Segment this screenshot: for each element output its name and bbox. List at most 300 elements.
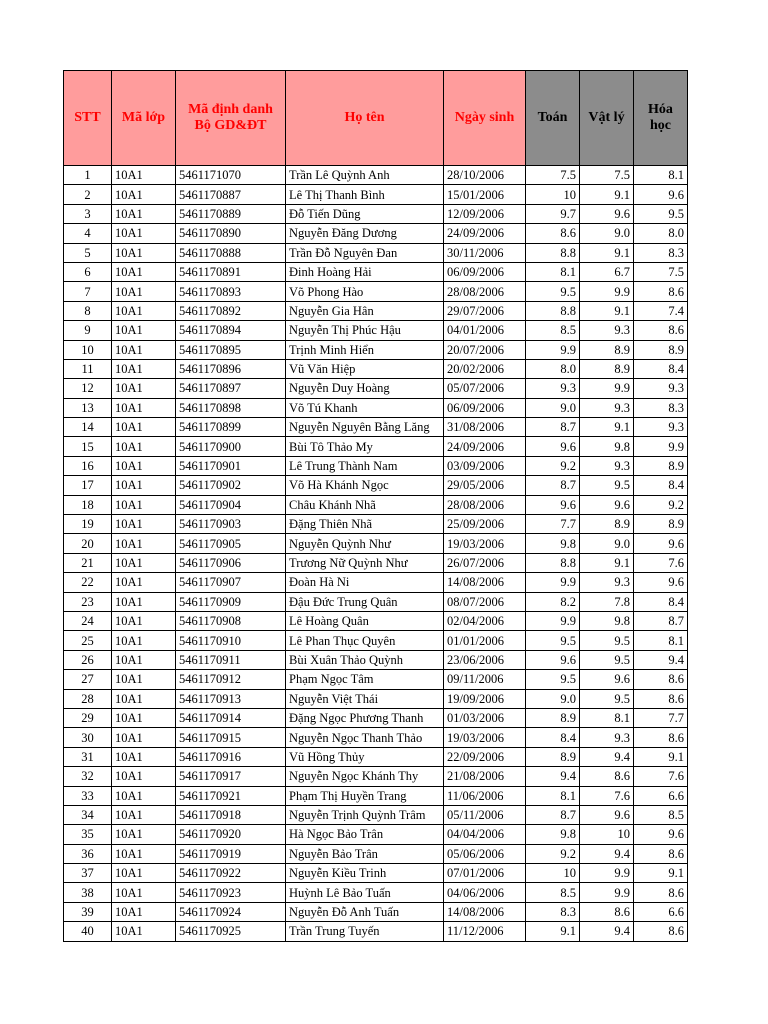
cell-stt: 6 [64, 262, 112, 281]
cell-physics: 9.5 [580, 650, 634, 669]
cell-birth-date: 28/08/2006 [444, 282, 526, 301]
cell-math: 8.7 [526, 476, 580, 495]
table-row [64, 359, 688, 378]
cell-class-code: 10A1 [112, 864, 176, 883]
cell-chemistry: 6.6 [634, 786, 688, 805]
cell-stt: 38 [64, 883, 112, 902]
cell-math: 10 [526, 185, 580, 204]
cell-chemistry: 7.5 [634, 262, 688, 281]
cell-math: 9.8 [526, 534, 580, 553]
cell-physics: 8.9 [580, 359, 634, 378]
cell-stt: 4 [64, 224, 112, 243]
header-math: Toán [526, 71, 580, 166]
cell-chemistry: 8.6 [634, 321, 688, 340]
cell-physics: 9.8 [580, 611, 634, 630]
cell-student-id: 5461170905 [176, 534, 286, 553]
cell-birth-date: 04/06/2006 [444, 883, 526, 902]
cell-birth-date: 05/07/2006 [444, 379, 526, 398]
cell-student-id: 5461170901 [176, 456, 286, 475]
cell-math: 9.1 [526, 922, 580, 941]
cell-birth-date: 28/08/2006 [444, 495, 526, 514]
cell-chemistry: 8.1 [634, 631, 688, 650]
cell-physics: 8.9 [580, 515, 634, 534]
table-row [64, 204, 688, 223]
cell-class-code: 10A1 [112, 437, 176, 456]
cell-class-code: 10A1 [112, 282, 176, 301]
cell-chemistry: 7.6 [634, 553, 688, 572]
table-row [64, 747, 688, 766]
cell-physics: 9.5 [580, 476, 634, 495]
table-row [64, 650, 688, 669]
cell-stt: 29 [64, 708, 112, 727]
cell-stt: 28 [64, 689, 112, 708]
cell-class-code: 10A1 [112, 340, 176, 359]
cell-stt: 2 [64, 185, 112, 204]
table-row [64, 844, 688, 863]
cell-physics: 9.3 [580, 573, 634, 592]
cell-class-code: 10A1 [112, 631, 176, 650]
cell-physics: 9.6 [580, 204, 634, 223]
cell-birth-date: 19/03/2006 [444, 728, 526, 747]
cell-math: 9.9 [526, 340, 580, 359]
cell-stt: 31 [64, 747, 112, 766]
cell-chemistry: 8.3 [634, 243, 688, 262]
cell-class-code: 10A1 [112, 321, 176, 340]
cell-full-name: Bùi Xuân Thảo Quỳnh [286, 650, 444, 669]
header-chemistry: Hóa học [634, 71, 688, 166]
cell-stt: 39 [64, 902, 112, 921]
cell-student-id: 5461170904 [176, 495, 286, 514]
cell-stt: 5 [64, 243, 112, 262]
cell-birth-date: 11/12/2006 [444, 922, 526, 941]
cell-full-name: Phạm Ngọc Tâm [286, 670, 444, 689]
cell-math: 9.7 [526, 204, 580, 223]
cell-birth-date: 04/04/2006 [444, 825, 526, 844]
cell-student-id: 5461170921 [176, 786, 286, 805]
cell-stt: 16 [64, 456, 112, 475]
cell-physics: 9.8 [580, 437, 634, 456]
cell-math: 9.0 [526, 689, 580, 708]
cell-student-id: 5461170889 [176, 204, 286, 223]
cell-math: 8.0 [526, 359, 580, 378]
cell-birth-date: 14/08/2006 [444, 902, 526, 921]
table-row [64, 689, 688, 708]
cell-full-name: Lê Hoàng Quân [286, 611, 444, 630]
cell-full-name: Nguyễn Ngọc Thanh Thảo [286, 728, 444, 747]
cell-student-id: 5461170890 [176, 224, 286, 243]
table-row [64, 922, 688, 941]
table-row [64, 398, 688, 417]
cell-birth-date: 09/11/2006 [444, 670, 526, 689]
cell-physics: 9.4 [580, 747, 634, 766]
cell-birth-date: 12/09/2006 [444, 204, 526, 223]
cell-birth-date: 02/04/2006 [444, 611, 526, 630]
cell-student-id: 5461170923 [176, 883, 286, 902]
cell-class-code: 10A1 [112, 262, 176, 281]
cell-class-code: 10A1 [112, 456, 176, 475]
cell-full-name: Đỗ Tiến Dũng [286, 204, 444, 223]
table-row [64, 902, 688, 921]
cell-full-name: Vũ Hồng Thủy [286, 747, 444, 766]
cell-math: 9.5 [526, 282, 580, 301]
cell-birth-date: 19/03/2006 [444, 534, 526, 553]
cell-full-name: Nguyễn Trịnh Quỳnh Trâm [286, 805, 444, 824]
cell-stt: 35 [64, 825, 112, 844]
cell-birth-date: 03/09/2006 [444, 456, 526, 475]
cell-student-id: 5461170910 [176, 631, 286, 650]
cell-birth-date: 26/07/2006 [444, 553, 526, 572]
cell-student-id: 5461170909 [176, 592, 286, 611]
cell-chemistry: 8.4 [634, 359, 688, 378]
cell-math: 8.5 [526, 321, 580, 340]
cell-chemistry: 8.6 [634, 883, 688, 902]
cell-birth-date: 08/07/2006 [444, 592, 526, 611]
table-row [64, 418, 688, 437]
cell-stt: 14 [64, 418, 112, 437]
cell-math: 8.7 [526, 418, 580, 437]
cell-physics: 8.9 [580, 340, 634, 359]
cell-full-name: Phạm Thị Huyền Trang [286, 786, 444, 805]
cell-class-code: 10A1 [112, 922, 176, 941]
cell-math: 9.0 [526, 398, 580, 417]
cell-student-id: 5461170911 [176, 650, 286, 669]
cell-full-name: Nguyễn Kiều Trinh [286, 864, 444, 883]
cell-class-code: 10A1 [112, 224, 176, 243]
cell-student-id: 5461170895 [176, 340, 286, 359]
cell-stt: 23 [64, 592, 112, 611]
cell-class-code: 10A1 [112, 495, 176, 514]
cell-student-id: 5461170919 [176, 844, 286, 863]
cell-student-id: 5461170908 [176, 611, 286, 630]
cell-physics: 9.4 [580, 844, 634, 863]
cell-class-code: 10A1 [112, 708, 176, 727]
cell-birth-date: 21/08/2006 [444, 767, 526, 786]
cell-chemistry: 9.6 [634, 573, 688, 592]
cell-full-name: Nguyễn Duy Hoàng [286, 379, 444, 398]
cell-physics: 9.3 [580, 398, 634, 417]
cell-stt: 15 [64, 437, 112, 456]
cell-chemistry: 9.6 [634, 825, 688, 844]
cell-birth-date: 25/09/2006 [444, 515, 526, 534]
cell-full-name: Nguyễn Việt Thái [286, 689, 444, 708]
cell-chemistry: 8.3 [634, 398, 688, 417]
cell-full-name: Bùi Tô Thảo My [286, 437, 444, 456]
cell-full-name: Võ Tú Khanh [286, 398, 444, 417]
cell-physics: 8.6 [580, 902, 634, 921]
cell-chemistry: 8.9 [634, 515, 688, 534]
cell-full-name: Trương Nữ Quỳnh Như [286, 553, 444, 572]
cell-stt: 19 [64, 515, 112, 534]
table-row [64, 534, 688, 553]
cell-full-name: Đinh Hoàng Hải [286, 262, 444, 281]
cell-stt: 40 [64, 922, 112, 941]
cell-chemistry: 7.7 [634, 708, 688, 727]
header-student-id: Mã định danh Bộ GD&ĐT [176, 71, 286, 166]
cell-student-id: 5461170900 [176, 437, 286, 456]
cell-chemistry: 9.6 [634, 534, 688, 553]
cell-chemistry: 8.9 [634, 340, 688, 359]
cell-physics: 8.6 [580, 767, 634, 786]
cell-physics: 9.1 [580, 301, 634, 320]
cell-stt: 12 [64, 379, 112, 398]
cell-chemistry: 9.9 [634, 437, 688, 456]
cell-math: 7.5 [526, 166, 580, 185]
cell-full-name: Trần Đỗ Nguyên Đan [286, 243, 444, 262]
cell-birth-date: 04/01/2006 [444, 321, 526, 340]
cell-chemistry: 8.6 [634, 922, 688, 941]
cell-physics: 9.9 [580, 379, 634, 398]
cell-math: 9.3 [526, 379, 580, 398]
cell-chemistry: 8.7 [634, 611, 688, 630]
cell-full-name: Huỳnh Lê Bảo Tuấn [286, 883, 444, 902]
cell-birth-date: 28/10/2006 [444, 166, 526, 185]
cell-student-id: 5461170887 [176, 185, 286, 204]
cell-math: 9.2 [526, 456, 580, 475]
cell-birth-date: 29/05/2006 [444, 476, 526, 495]
cell-physics: 9.0 [580, 534, 634, 553]
header-row [64, 71, 688, 166]
cell-student-id: 5461170899 [176, 418, 286, 437]
cell-math: 8.8 [526, 553, 580, 572]
cell-birth-date: 20/02/2006 [444, 359, 526, 378]
cell-birth-date: 01/03/2006 [444, 708, 526, 727]
cell-chemistry: 8.6 [634, 670, 688, 689]
cell-student-id: 5461170917 [176, 767, 286, 786]
cell-birth-date: 07/01/2006 [444, 864, 526, 883]
cell-stt: 13 [64, 398, 112, 417]
cell-class-code: 10A1 [112, 515, 176, 534]
cell-chemistry: 8.6 [634, 689, 688, 708]
cell-student-id: 5461170906 [176, 553, 286, 572]
cell-math: 8.9 [526, 747, 580, 766]
cell-physics: 8.1 [580, 708, 634, 727]
cell-chemistry: 7.6 [634, 767, 688, 786]
cell-physics: 9.6 [580, 670, 634, 689]
cell-student-id: 5461170922 [176, 864, 286, 883]
table-row [64, 611, 688, 630]
cell-full-name: Trịnh Minh Hiển [286, 340, 444, 359]
cell-class-code: 10A1 [112, 747, 176, 766]
cell-full-name: Võ Hà Khánh Ngọc [286, 476, 444, 495]
cell-student-id: 5461170892 [176, 301, 286, 320]
cell-stt: 25 [64, 631, 112, 650]
table-row [64, 592, 688, 611]
cell-full-name: Lê Phan Thục Quyên [286, 631, 444, 650]
cell-class-code: 10A1 [112, 611, 176, 630]
cell-math: 9.6 [526, 650, 580, 669]
cell-chemistry: 8.6 [634, 282, 688, 301]
cell-stt: 36 [64, 844, 112, 863]
cell-student-id: 5461171070 [176, 166, 286, 185]
table-row [64, 185, 688, 204]
cell-class-code: 10A1 [112, 166, 176, 185]
cell-math: 8.9 [526, 708, 580, 727]
cell-student-id: 5461170915 [176, 728, 286, 747]
cell-full-name: Đậu Đức Trung Quân [286, 592, 444, 611]
cell-stt: 33 [64, 786, 112, 805]
cell-birth-date: 11/06/2006 [444, 786, 526, 805]
cell-class-code: 10A1 [112, 805, 176, 824]
cell-stt: 32 [64, 767, 112, 786]
cell-birth-date: 01/01/2006 [444, 631, 526, 650]
cell-stt: 18 [64, 495, 112, 514]
cell-physics: 9.1 [580, 243, 634, 262]
cell-student-id: 5461170888 [176, 243, 286, 262]
cell-math: 10 [526, 864, 580, 883]
cell-class-code: 10A1 [112, 573, 176, 592]
cell-physics: 7.6 [580, 786, 634, 805]
cell-full-name: Đoàn Hà Ni [286, 573, 444, 592]
cell-math: 9.5 [526, 670, 580, 689]
cell-math: 8.5 [526, 883, 580, 902]
cell-physics: 9.3 [580, 728, 634, 747]
cell-full-name: Võ Phong Hào [286, 282, 444, 301]
cell-math: 9.5 [526, 631, 580, 650]
table-row [64, 301, 688, 320]
table-row [64, 379, 688, 398]
cell-full-name: Châu Khánh Nhã [286, 495, 444, 514]
cell-full-name: Nguyễn Đăng Dương [286, 224, 444, 243]
cell-stt: 8 [64, 301, 112, 320]
cell-birth-date: 15/01/2006 [444, 185, 526, 204]
table-row [64, 515, 688, 534]
cell-birth-date: 05/11/2006 [444, 805, 526, 824]
cell-math: 8.1 [526, 262, 580, 281]
cell-physics: 9.1 [580, 553, 634, 572]
cell-birth-date: 24/09/2006 [444, 437, 526, 456]
cell-physics: 7.5 [580, 166, 634, 185]
cell-math: 7.7 [526, 515, 580, 534]
table-row [64, 864, 688, 883]
cell-student-id: 5461170903 [176, 515, 286, 534]
cell-stt: 22 [64, 573, 112, 592]
table-row [64, 825, 688, 844]
cell-physics: 9.1 [580, 185, 634, 204]
table-row [64, 573, 688, 592]
cell-math: 8.2 [526, 592, 580, 611]
cell-math: 8.1 [526, 786, 580, 805]
table-row [64, 282, 688, 301]
cell-class-code: 10A1 [112, 689, 176, 708]
cell-full-name: Hà Ngọc Bảo Trân [286, 825, 444, 844]
table-row [64, 166, 688, 185]
cell-student-id: 5461170902 [176, 476, 286, 495]
cell-chemistry: 8.0 [634, 224, 688, 243]
cell-full-name: Nguyễn Đỗ Anh Tuấn [286, 902, 444, 921]
table-row [64, 767, 688, 786]
cell-class-code: 10A1 [112, 359, 176, 378]
cell-chemistry: 8.6 [634, 844, 688, 863]
table-row [64, 728, 688, 747]
cell-class-code: 10A1 [112, 398, 176, 417]
cell-physics: 9.6 [580, 495, 634, 514]
cell-class-code: 10A1 [112, 534, 176, 553]
cell-math: 8.3 [526, 902, 580, 921]
cell-math: 9.6 [526, 437, 580, 456]
cell-physics: 9.1 [580, 418, 634, 437]
cell-birth-date: 30/11/2006 [444, 243, 526, 262]
cell-math: 8.4 [526, 728, 580, 747]
cell-math: 8.8 [526, 301, 580, 320]
cell-chemistry: 9.6 [634, 185, 688, 204]
table-row [64, 495, 688, 514]
table-row [64, 476, 688, 495]
cell-chemistry: 9.1 [634, 747, 688, 766]
cell-stt: 10 [64, 340, 112, 359]
cell-full-name: Trần Lê Quỳnh Anh [286, 166, 444, 185]
cell-physics: 9.3 [580, 456, 634, 475]
cell-chemistry: 9.3 [634, 379, 688, 398]
cell-student-id: 5461170896 [176, 359, 286, 378]
cell-physics: 10 [580, 825, 634, 844]
cell-chemistry: 9.4 [634, 650, 688, 669]
cell-stt: 7 [64, 282, 112, 301]
table-row [64, 321, 688, 340]
cell-chemistry: 9.1 [634, 864, 688, 883]
header-birth-date: Ngày sinh [444, 71, 526, 166]
cell-stt: 21 [64, 553, 112, 572]
cell-chemistry: 8.1 [634, 166, 688, 185]
cell-stt: 11 [64, 359, 112, 378]
cell-physics: 7.8 [580, 592, 634, 611]
cell-stt: 26 [64, 650, 112, 669]
cell-birth-date: 05/06/2006 [444, 844, 526, 863]
cell-student-id: 5461170914 [176, 708, 286, 727]
cell-class-code: 10A1 [112, 786, 176, 805]
cell-student-id: 5461170912 [176, 670, 286, 689]
cell-birth-date: 20/07/2006 [444, 340, 526, 359]
grades-body [64, 166, 688, 942]
header-stt: STT [64, 71, 112, 166]
table-row [64, 243, 688, 262]
cell-stt: 24 [64, 611, 112, 630]
table-row [64, 456, 688, 475]
cell-student-id: 5461170891 [176, 262, 286, 281]
cell-math: 9.4 [526, 767, 580, 786]
cell-physics: 9.5 [580, 689, 634, 708]
cell-chemistry: 9.3 [634, 418, 688, 437]
cell-stt: 17 [64, 476, 112, 495]
cell-student-id: 5461170898 [176, 398, 286, 417]
cell-student-id: 5461170918 [176, 805, 286, 824]
cell-physics: 9.5 [580, 631, 634, 650]
cell-full-name: Vũ Văn Hiệp [286, 359, 444, 378]
table-row [64, 805, 688, 824]
header-physics: Vật lý [580, 71, 634, 166]
cell-birth-date: 29/07/2006 [444, 301, 526, 320]
cell-physics: 9.0 [580, 224, 634, 243]
cell-class-code: 10A1 [112, 301, 176, 320]
cell-student-id: 5461170893 [176, 282, 286, 301]
cell-math: 8.8 [526, 243, 580, 262]
cell-class-code: 10A1 [112, 243, 176, 262]
table-row [64, 883, 688, 902]
cell-chemistry: 9.5 [634, 204, 688, 223]
cell-physics: 9.3 [580, 321, 634, 340]
cell-full-name: Đặng Thiên Nhã [286, 515, 444, 534]
cell-birth-date: 24/09/2006 [444, 224, 526, 243]
cell-birth-date: 06/09/2006 [444, 262, 526, 281]
cell-stt: 1 [64, 166, 112, 185]
grades-table [63, 70, 688, 942]
cell-math: 9.6 [526, 495, 580, 514]
cell-math: 9.9 [526, 573, 580, 592]
cell-student-id: 5461170920 [176, 825, 286, 844]
cell-student-id: 5461170925 [176, 922, 286, 941]
header-full-name: Họ tên [286, 71, 444, 166]
cell-birth-date: 06/09/2006 [444, 398, 526, 417]
table-row [64, 708, 688, 727]
